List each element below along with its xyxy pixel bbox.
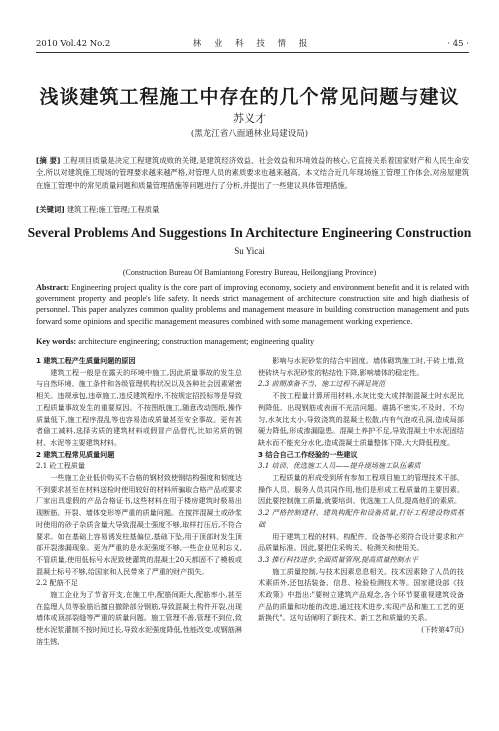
abstract-en-label: Abstract:	[36, 283, 70, 292]
abstract-cn	[36, 155, 469, 192]
body-paragraph: 工程质量的形成受到所有参加工程项目施工的管理技术干部、操作人员、服务人员共同作用,他们是形成工程质量的主要因素。因此要控制施工质量,就要培训、优选施工人员,提高他们的素质。	[258, 473, 464, 506]
section-heading: 3.3 推行科技进步,全面质量管理,提高质量控制水平	[258, 554, 418, 564]
section-heading: 1 建筑工程产生质量问题的原因	[36, 356, 136, 365]
abstract-en-text: Engineering project quality is the core part of improving economy, society and environment benefit and it is related with government property and people's life safety. It needs strict management of architecture construction site and high diathesis of personnel. This paper analyzes common quality problems and management measure in building construction management and puts forward some opinions and specific management measures combined with some management working experience.	[36, 283, 469, 326]
keywords-cn	[36, 205, 469, 215]
body-paragraph: 建筑工程一般是在露天的环境中施工,因此质量事故的发生总与自然环境、施工条件和各级管理机构状况以及各种社会因素紧密相关。违规承包,违章施工,违反建筑程序,不按规定招投标等是导致工程质量事故发生的重要原因。不按图纸施工,随意改动图纸,操作质量低下,施工程序混乱等也容易造成质量甚至安全事故。更有甚者偷工减料,选择劣质的建筑材料或假冒产品替代,比如劣质的钢材、水泥等主要建筑材料。	[36, 367, 242, 447]
keywords-cn-label: [关键词]	[36, 205, 65, 214]
abstract-en	[36, 282, 469, 327]
section-heading: 2.2 配筋不足	[36, 578, 78, 588]
author-en: Su Yicai	[234, 246, 265, 256]
affiliation-en: (Construction Bureau Of Bamiantong Forestry Bureau, Heilongjiang Province)	[122, 268, 377, 277]
article-title-cn: 浅谈建筑工程施工中存在的几个常见问题与建议	[39, 86, 460, 108]
section-heading: 2 建筑工程常见质量问题	[36, 449, 115, 459]
body-paragraph: 用于建筑工程的材料、构配件、设备等必须符合设计要求和产品质量标准。因此,要把住采购关、检测关和使用关。	[258, 531, 464, 553]
section-heading: 3.2 严格控制建材、建筑构配件和设备质量,打好工程建设物质基础	[258, 508, 464, 529]
body-paragraph: 施工质量控制,与技术因素息息相关。技术因素除了人员的技术素质外,还包括装备、信息、检验检测技术等。国家建设部《技术政策》中指出:"要树立建筑产品观念,各个环节要重视建筑设备产品的质量和功能的改进,通过技术进步,实现产品和施工工艺的更新换代"。这句话阐明了新技术、新工艺和质量的关系。	[258, 566, 464, 623]
section-heading: 2.3 前期准备不当、施工过程不满足规范	[258, 379, 386, 389]
body-column-left	[36, 355, 242, 648]
section-heading: 3 结合自己工作经验的一些建议	[258, 449, 358, 459]
body-paragraph: 影响与水泥砂浆的结合牢固度。墙体砌筑施工时,干砖上墙,致使砖块与水泥砂浆的粘结性下降,影响墙体的稳定性。	[258, 356, 464, 377]
body-column-right	[258, 355, 464, 636]
journal-name: 林 业 科 技 情 报	[192, 39, 313, 49]
section-heading: 3.1 培训、优选施工人员——提升现场施工队伍素质	[258, 461, 421, 471]
keywords-en-label: Key words:	[36, 337, 77, 346]
abstract-cn-label: [摘 要]	[36, 156, 61, 165]
section-heading: 2.1 砼工程质量	[36, 461, 86, 471]
keywords-en	[36, 336, 469, 347]
continued-note: (下转第47页)	[421, 625, 464, 635]
body-paragraph: 施工企业为了节省开支,在施工中,配筋间距大,配筋率小,甚至在监理人员等验筋后擅自撤除部分钢筋,导致混凝土构件开裂,出现墙体或顶部裂缝等严重的质量问题。施工管理不善,管理不到位,致使水泥浆灌制不按时间过长,导致水泥强度降低,性能改变,或钢筋淋溶生锈,	[36, 590, 242, 646]
abstract-cn-text: 工程项目质量是决定工程建筑成败的关键,是建筑经济效益、社会效益和环境效益的核心,它直接关系着国家财产和人民生命安全,所以对建筑施工现场的管理要求越来越严格,对管理人员的素质要求也越来越高。本文结合近几年现场施工管理工作体会,对房屋建筑在施工管理中的常见质量问题和质量管理措施等问题进行了分析,并提出了一些建议具体管理措施。	[36, 156, 469, 190]
body-paragraph: 不按工程量计算所用材料,水灰比变大或拌制混凝土时水泥比例降低、出现钢筋或表面不光洁问题。震捣不密实,不及时、不均匀,水灰比太小,导致浇筑的混凝土松散,内有气泡或孔洞,造成局部硬力降低,形成渗漏隐患。混凝土养护不足,导致混凝土中水泥固结缺水而不能充分水化,造成混凝土质量整体下降,大大降低程度。	[258, 391, 464, 447]
running-header	[36, 36, 469, 53]
keywords-en-text: architecture engineering; construction management; engineering quality	[78, 337, 315, 346]
journal-volume: 2010 Vol.42 No.2	[36, 39, 111, 49]
keywords-cn-text: 建筑工程;施工管理;工程质量	[66, 205, 160, 214]
page-number: · 45 ·	[447, 39, 469, 49]
author-cn: 苏义才	[233, 112, 266, 125]
body-paragraph: 一些施工企业低价购买不合格的钢材致使钢结构强度和韧度达不到要求甚至在材料送检时使用较好的材料所骗取合格产品或要求厂家出具虚假的产品合格证书,这些材料在用于楼房建筑时极易出现断筋、开裂、墙体变形等严重的质量问题。在搅拌混凝土或砂浆时使用的砂子杂质含量大导致混凝土强度不够,取样打压后,不符合要求。如在基础上容易诱发柱基偏位,基础下坠,用于顶部时发生顶部开裂渗漏现象。更为严重的是水泥强度不够,一些企业见利忘义,不管质量,使用低标号水泥致使灌筑的混凝土20天都固不了模板或混凝土标号不够,给国家和人民带来了严重的财产损失。	[36, 473, 242, 576]
article-title-en: Several Problems And Suggestions In Architecture Engineering Construction	[27, 225, 472, 240]
affiliation-cn: (黑龙江省八面通林业局建设局)	[190, 129, 309, 139]
